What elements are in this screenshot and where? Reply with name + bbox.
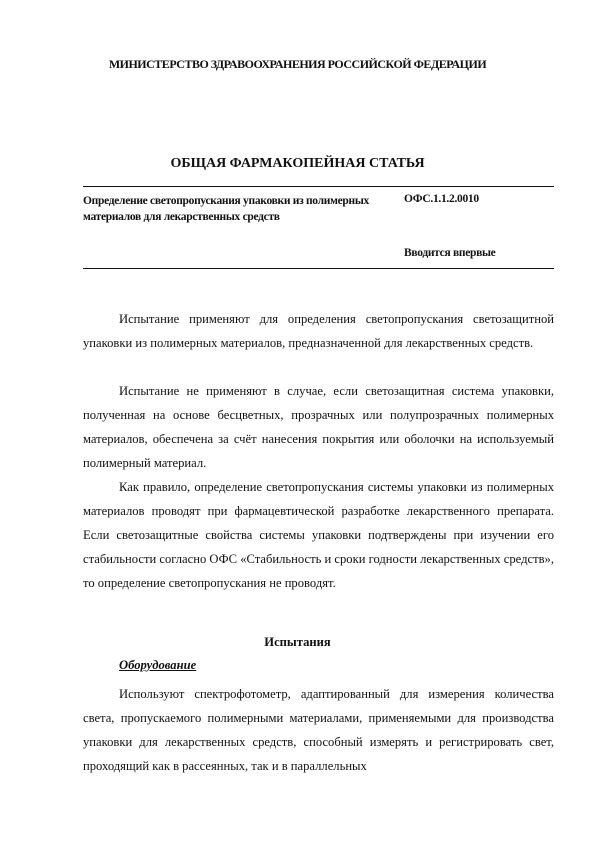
article-status: Вводится впервые (404, 247, 496, 259)
bottom-divider (83, 268, 554, 269)
paragraph-2: Испытание не применяют в случае, если светозащитная система упаковки, полученная на основе бесцветных, прозрачных или полупрозрачных полимерных материалов, обеспечена за счёт нанесения покрытия или оболочки на используемый полимерный материал. (83, 384, 554, 470)
top-divider (83, 186, 554, 187)
article-subject: Определение светопропускания упаковки из полимерных материалов для лекарственных средств (83, 195, 369, 223)
article-code: ОФС.1.1.2.0010 (404, 193, 479, 205)
document-type-title: ОБЩАЯ ФАРМАКОПЕЙНАЯ СТАТЬЯ (170, 156, 425, 171)
tests-heading: Испытания (264, 635, 331, 649)
equipment-paragraph: Используют спектрофотометр, адаптированный для измерения количества света, пропускаемого полимерными материалами, применяемыми для производства упаковки для лекарственных средств, способный измерять и регистрировать свет, проходящий как в рассеянных, так и в параллельных (83, 687, 554, 773)
ministry-header: МИНИСТЕРСТВО ЗДРАВООХРАНЕНИЯ РОССИЙСКОЙ ФЕДЕРАЦИИ (108, 57, 487, 71)
equipment-heading: Оборудование (119, 658, 197, 672)
paragraph-3: Как правило, определение светопропускания системы упаковки из полимерных материалов проводят при фармацевтической разработке лекарственного препарата. Если светозащитные свойства системы упаковки подтверждены при изучении его стабильности согласно ОФС «Стабильность и сроки годности лекарственных средств», то определение светопропускания не проводят. (83, 480, 554, 590)
paragraph-1: Испытание применяют для определения светопропускания светозащитной упаковки из полимерных материалов, предназначенной для лекарственных средств. (83, 312, 554, 350)
